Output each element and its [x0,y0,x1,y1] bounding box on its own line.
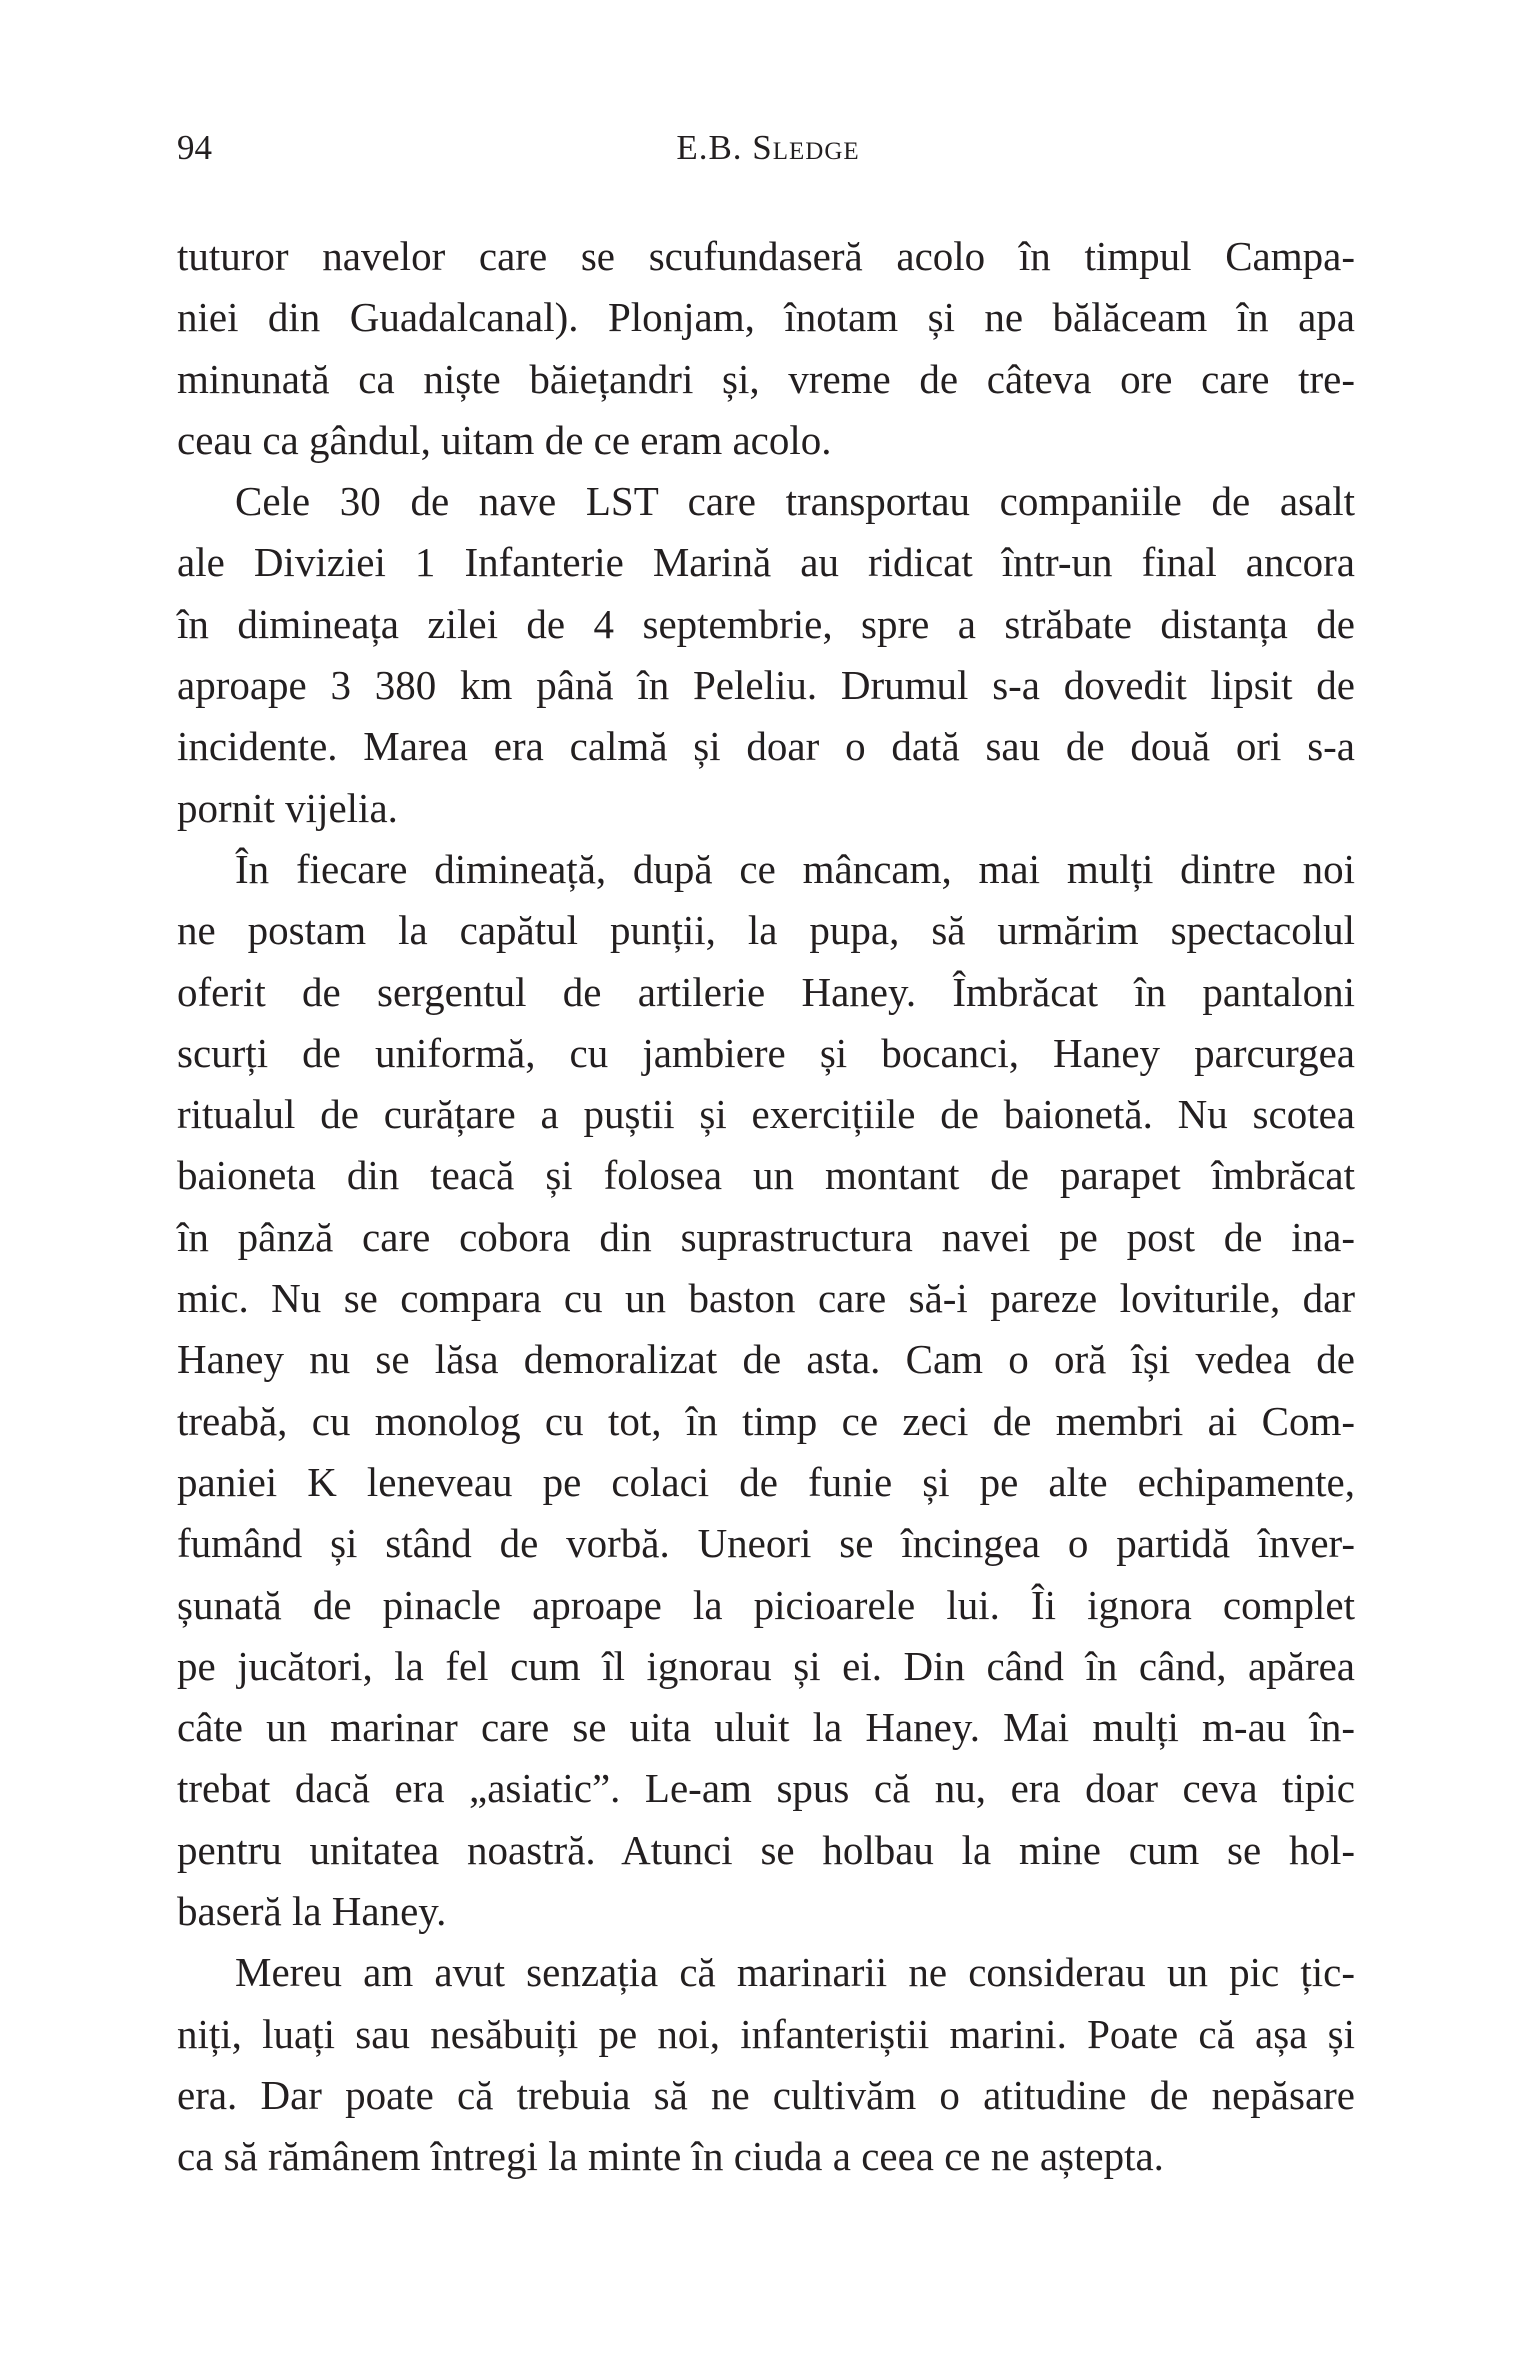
text-line: incidente. Marea era calmă și doar o dată sau de două ori s-a [177,723,1355,770]
text-line: câte un marinar care se uita uluit la Haney. Mai mulți m-au în- [177,1704,1355,1751]
text-line: paniei K leneveau pe colaci de funie și pe alte echipamente, [177,1458,1355,1505]
text-line: mic. Nu se compara cu un baston care să-i pareze loviturile, dar [177,1275,1355,1322]
running-head-author: E.B. Sledge [676,128,860,167]
text-line: niei din Guadalcanal). Plonjam, înotam și ne bălăceam în apa [177,294,1355,341]
text-line: ne postam la capătul punții, la pupa, să urmărim spectacolul [177,907,1355,954]
text-line: niți, luați sau nesăbuiți pe noi, infanteriștii marini. Poate că așa și [177,2010,1355,2057]
text-line: treabă, cu monolog cu tot, în timp ce zeci de membri ai Com- [177,1397,1355,1444]
text-line: Cele 30 de nave LST care transportau companiile de asalt [235,478,1355,525]
text-line: baioneta din teacă și folosea un montant de parapet îmbrăcat [177,1152,1355,1199]
text-line: minunată ca niște băiețandri și, vreme de câteva ore care tre- [177,355,1355,402]
text-line: ritualul de curățare a puștii și exercițiile de baionetă. Nu scotea [177,1091,1355,1138]
text-line: oferit de sergentul de artilerie Haney. Îmbrăcat în pantaloni [177,968,1355,1015]
text-line: ca să rămânem întregi la minte în ciuda a ceea ce ne aștepta. [177,2133,1164,2180]
text-line: pornit vijelia. [177,784,398,831]
text-line: Haney nu se lăsa demoralizat de asta. Cam o oră își vedea de [177,1336,1355,1383]
text-line: trebat dacă era „asiatic”. Le-am spus că nu, era doar ceva tipic [177,1765,1355,1812]
body-text [177,226,1355,2188]
text-line: tuturor navelor care se scufundaseră acolo în timpul Campa- [177,233,1355,279]
text-line: pe jucători, la fel cum îl ignorau și ei. Din când în când, apărea [177,1642,1355,1689]
text-line: șunată de pinacle aproape la picioarele lui. Îi ignora complet [177,1581,1355,1628]
text-line: baseră la Haney. [177,1888,447,1935]
text-line: era. Dar poate că trebuia să ne cultivăm o atitudine de nepăsare [177,2071,1355,2118]
text-line: ale Diviziei 1 Infanterie Marină au ridicat într-un final ancora [177,539,1355,586]
text-line: aproape 3 380 km până în Peleliu. Drumul s-a dovedit lipsit de [177,662,1355,709]
text-line: în dimineața zilei de 4 septembrie, spre a străbate distanța de [177,600,1355,647]
paragraph [177,226,1355,471]
text-line: în pânză care cobora din suprastructura navei pe post de ina- [177,1213,1355,1260]
text-line: fumând și stând de vorbă. Uneori se încingea o partidă înver- [177,1520,1355,1567]
text-line: În fiecare dimineață, după ce mâncam, mai mulți dintre noi [235,845,1355,892]
text-line: Mereu am avut senzația că marinarii ne considerau un pic țic- [235,1949,1355,1996]
page-number: 94 [177,128,212,167]
text-line: scurți de uniformă, cu jambiere și bocanci, Haney parcurgea [177,1029,1355,1076]
paragraph [177,839,1355,1942]
paragraph [177,471,1355,839]
text-line: ceau ca gândul, uitam de ce eram acolo. [177,416,832,463]
text-line: pentru unitatea noastră. Atunci se holbau la mine cum se hol- [177,1826,1355,1873]
paragraph [177,1942,1355,2187]
